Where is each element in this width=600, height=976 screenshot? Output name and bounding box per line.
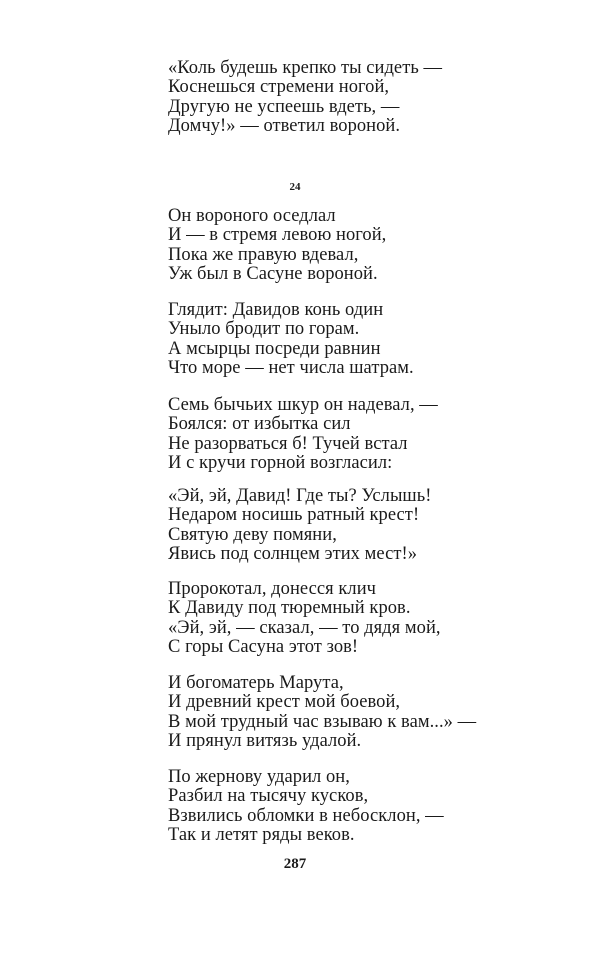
poem-line: Глядит: Давидов конь один <box>168 300 384 320</box>
poem-line: Он вороного оседлал <box>168 206 336 226</box>
poem-line: Другую не успеешь вдеть, — <box>168 96 400 117</box>
poem-line: Уныло бродит по горам. <box>168 319 360 340</box>
poem-line: Взвились обломки в небосклон, — <box>168 805 444 826</box>
poem-line: С горы Сасуна этот зов! <box>168 637 359 658</box>
poem-line: Пророкотал, донесся клич <box>168 579 376 599</box>
poem-line: Святую деву помяни, <box>168 524 337 545</box>
poem-line: «Эй, эй, Давид! Где ты? Услышь! <box>168 486 432 506</box>
stanza-5 <box>168 487 548 565</box>
poem-line: «Коль будешь крепко ты сидеть — <box>168 58 443 78</box>
poem-line: Что море — нет числа шатрам. <box>168 358 414 379</box>
poem-line: Не разорваться б! Тучей встал <box>168 433 408 454</box>
poem-line: Недаром носишь ратный крест! <box>168 505 420 526</box>
stanza-4 <box>168 396 548 474</box>
poem-line: Так и летят ряды веков. <box>168 825 355 846</box>
poem-line: «Эй, эй, — сказал, — то дядя мой, <box>168 617 441 638</box>
stanza-8 <box>168 768 548 846</box>
poem-line: К Давиду под тюремный кров. <box>168 598 411 619</box>
poem-line: Домчу!» — ответил вороной. <box>168 116 401 137</box>
page-number: 287 <box>283 856 307 872</box>
poem-line: Семь бычьих шкур он надевал, — <box>168 395 438 415</box>
poem-line: По жернову ударил он, <box>168 767 350 787</box>
poem-line: А мсырцы посреди равнин <box>168 338 381 359</box>
poem-line: И богоматерь Марута, <box>168 673 344 693</box>
poem-line: Разбил на тысячу кусков, <box>168 786 369 807</box>
poem-line: И с кручи горной возгласил: <box>168 453 393 474</box>
poem-line: И древний крест мой боевой, <box>168 692 401 713</box>
stanza-6 <box>168 580 548 658</box>
poem-line: И прянул витязь удалой. <box>168 731 362 752</box>
stanza-1 <box>168 59 548 137</box>
poem-line: Боялся: от избытка сил <box>168 414 351 435</box>
poem-line: И — в стремя левою ногой, <box>168 225 387 246</box>
section-number: 24 <box>289 181 301 193</box>
poem-line: Коснешься стремени ногой, <box>168 77 390 98</box>
stanza-3 <box>168 301 548 379</box>
stanza-2 <box>168 207 548 285</box>
poem-line: В мой трудный час взываю к вам...» — <box>168 711 477 732</box>
stanza-7 <box>168 674 548 752</box>
poem-line: Уж был в Сасуне вороной. <box>168 264 378 285</box>
poem-line: Явись под солнцем этих мест!» <box>168 544 418 565</box>
poem-line: Пока же правую вдевал, <box>168 244 359 265</box>
